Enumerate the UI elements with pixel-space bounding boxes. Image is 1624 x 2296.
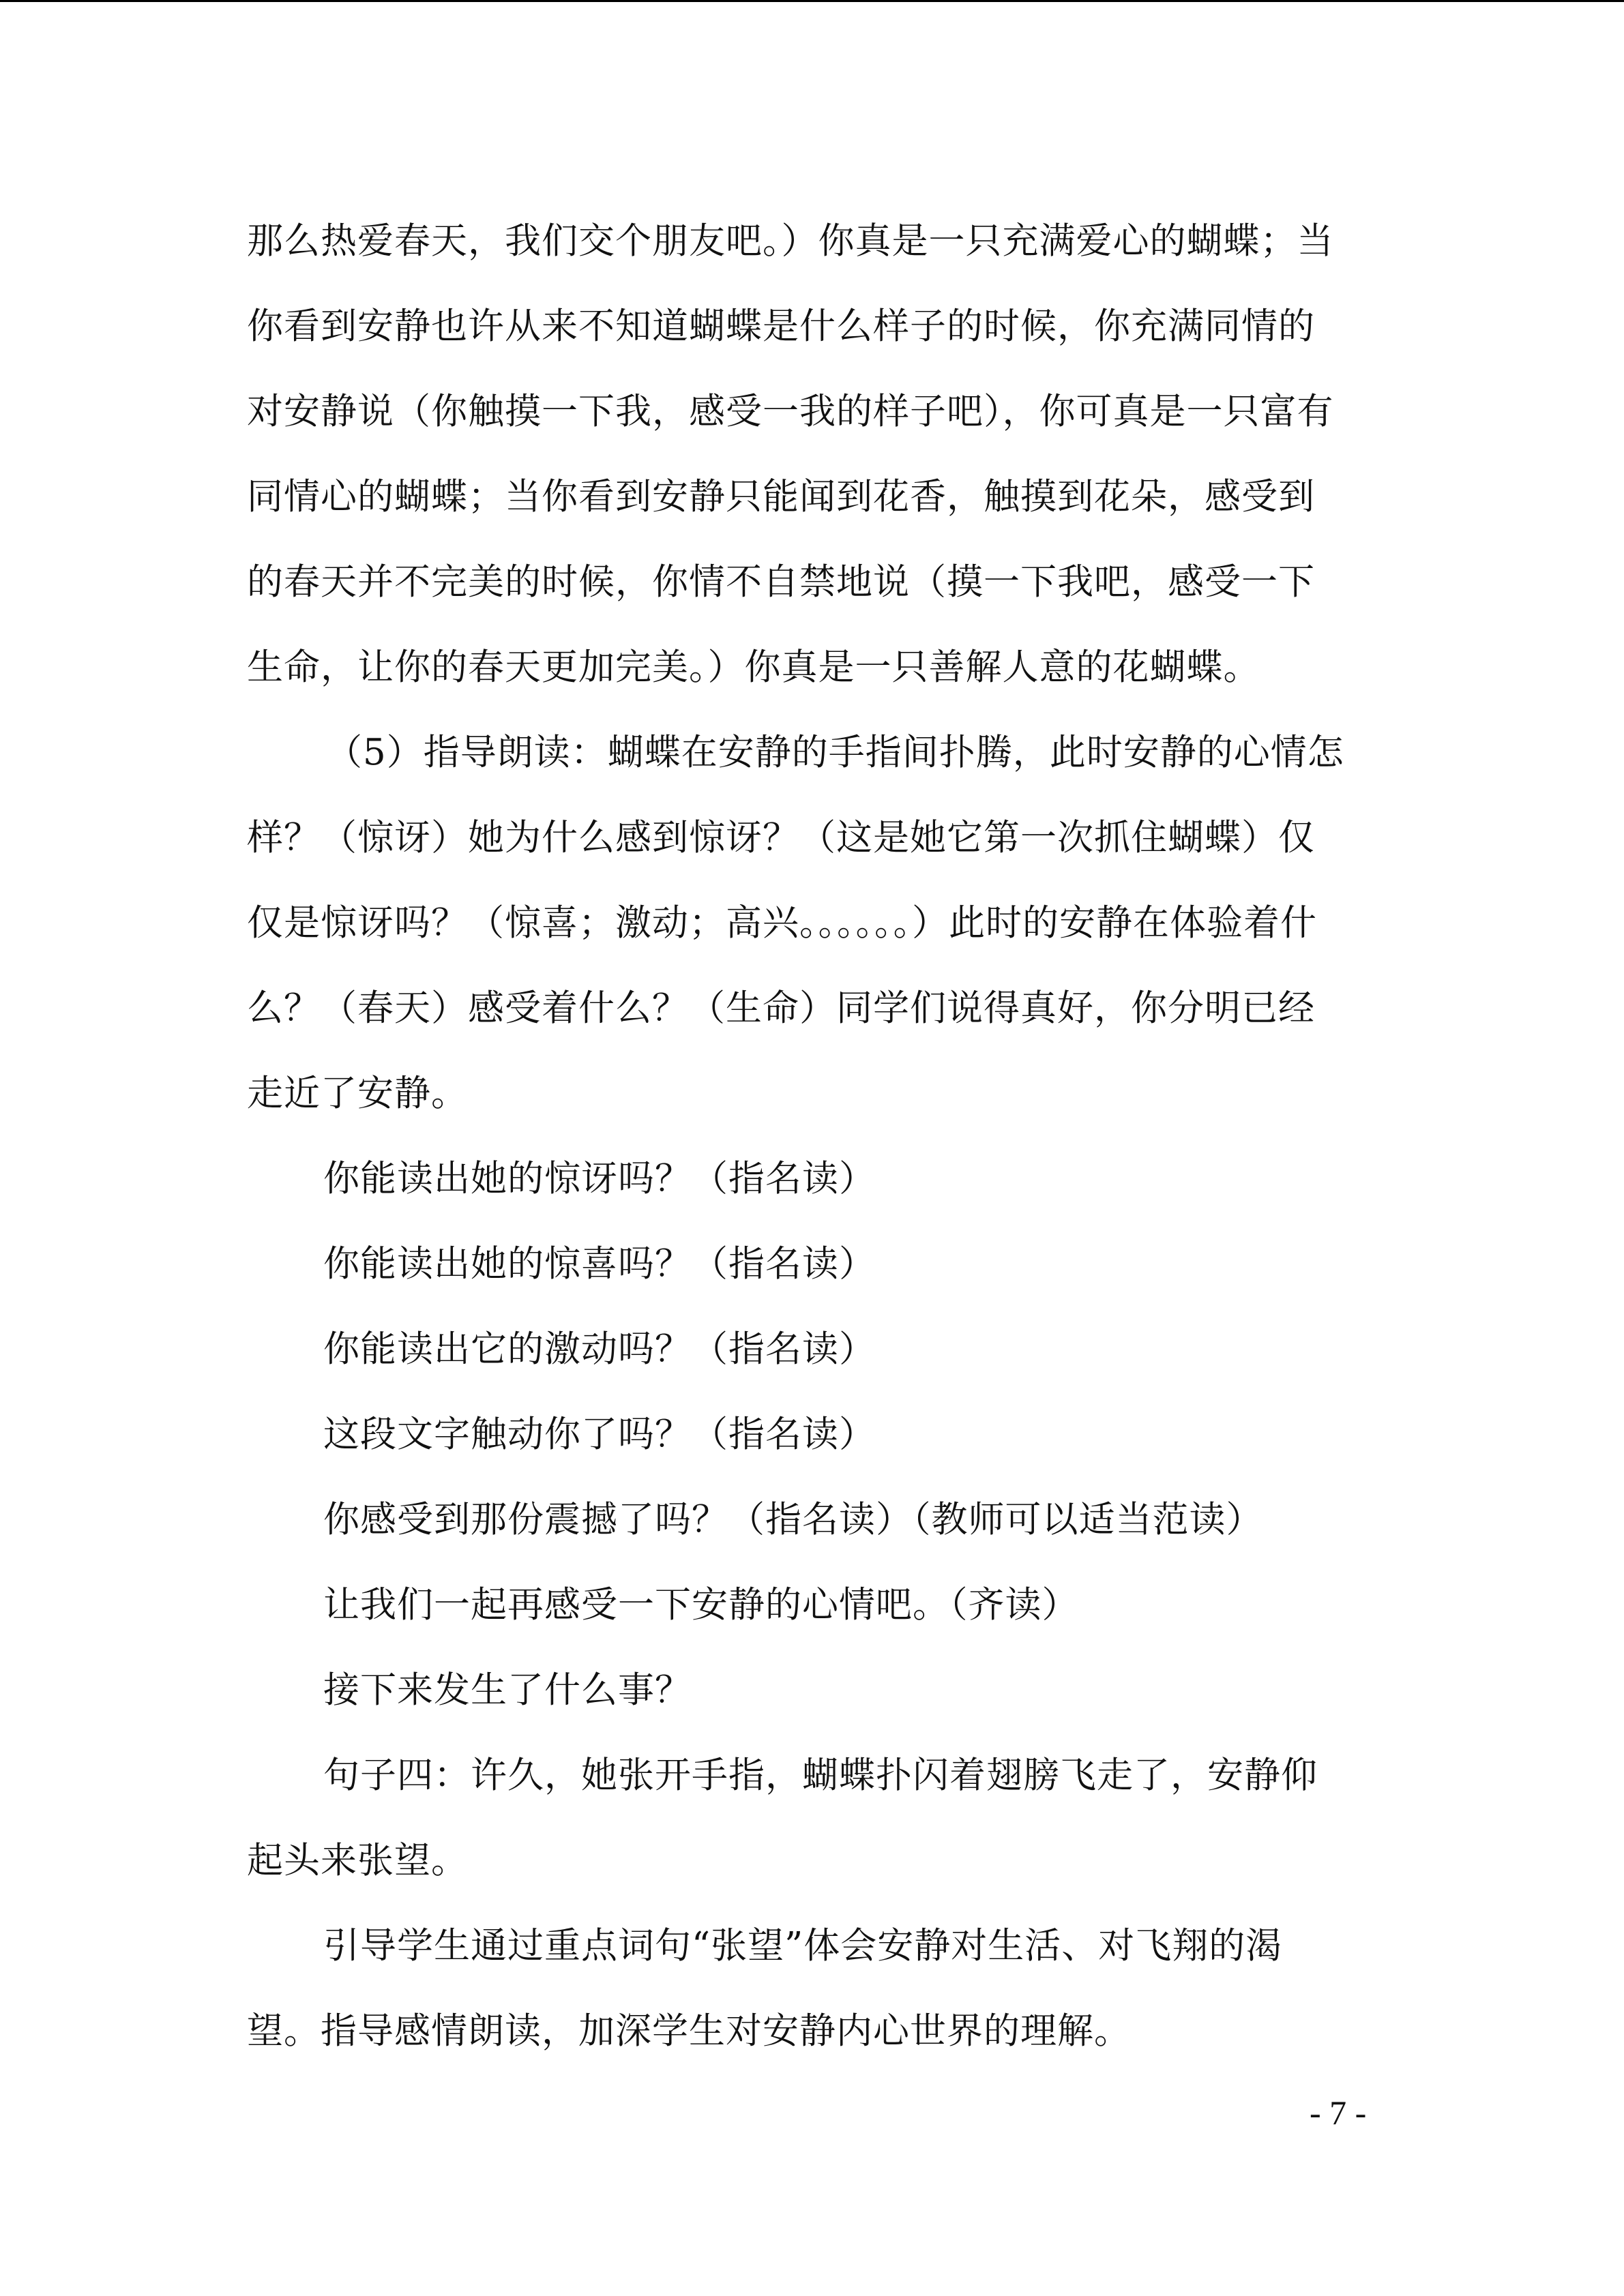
question-line: 你能读出她的惊讶吗？（指名读） bbox=[323, 1158, 876, 1199]
paragraph-first-line: 引导学生通过重点词句“张望”体会安静对生活、对飞翔的渴 bbox=[323, 1925, 1283, 1967]
text-line: 同情心的蝴蝶；当你看到安静只能闻到花香，触摸到花朵，感受到 bbox=[247, 476, 1315, 518]
paragraph-first-line: 句子四：许久，她张开手指，蝴蝶扑闪着翅膀飞走了，安静仰 bbox=[323, 1755, 1318, 1796]
text-line: 望。指导感情朗读，加深学生对安静内心世界的理解。 bbox=[247, 2010, 1131, 2052]
text-line: 仅是惊讶吗？（惊喜；激动；高兴。。。。。。）此时的安静在体验着什 bbox=[247, 902, 1317, 944]
page-number: - 7 - bbox=[1310, 2093, 1367, 2132]
text-line: 起头来张望。 bbox=[247, 1840, 468, 1881]
question-line: 你能读出它的激动吗？（指名读） bbox=[323, 1328, 876, 1370]
text-line: 那么热爱春天，我们交个朋友吧。）你真是一只充满爱心的蝴蝶；当 bbox=[247, 220, 1334, 262]
text-line: 你看到安静也许从来不知道蝴蝶是什么样子的时候，你充满同情的 bbox=[247, 305, 1315, 347]
text-line: 么？（春天）感受着什么？（生命）同学们说得真好，你分明已经 bbox=[247, 987, 1315, 1029]
question-line: 你感受到那份震撼了吗？（指名读）（教师可以适当范读） bbox=[323, 1499, 1263, 1540]
top-border-line bbox=[0, 0, 1624, 2]
paragraph-first-line: （5）指导朗读：蝴蝶在安静的手指间扑腾，此时安静的心情怎 bbox=[326, 732, 1344, 773]
question-line: 你能读出她的惊喜吗？（指名读） bbox=[323, 1243, 876, 1285]
question-line: 接下来发生了什么事？ bbox=[323, 1669, 692, 1711]
text-line: 对安静说（你触摸一下我，感受一我的样子吧），你可真是一只富有 bbox=[247, 391, 1334, 432]
text-line: 的春天并不完美的时候，你情不自禁地说（摸一下我吧，感受一下 bbox=[247, 561, 1315, 603]
question-line: 这段文字触动你了吗？（指名读） bbox=[323, 1414, 876, 1455]
text-line: 样？（惊讶）她为什么感到惊讶？（这是她它第一次抓住蝴蝶）仅 bbox=[247, 817, 1315, 859]
text-line: 生命，让你的春天更加完美。）你真是一只善解人意的花蝴蝶。 bbox=[247, 646, 1260, 688]
text-line: 走近了安静。 bbox=[247, 1073, 468, 1114]
question-line: 让我们一起再感受一下安静的心情吧。（齐读） bbox=[323, 1584, 1079, 1626]
